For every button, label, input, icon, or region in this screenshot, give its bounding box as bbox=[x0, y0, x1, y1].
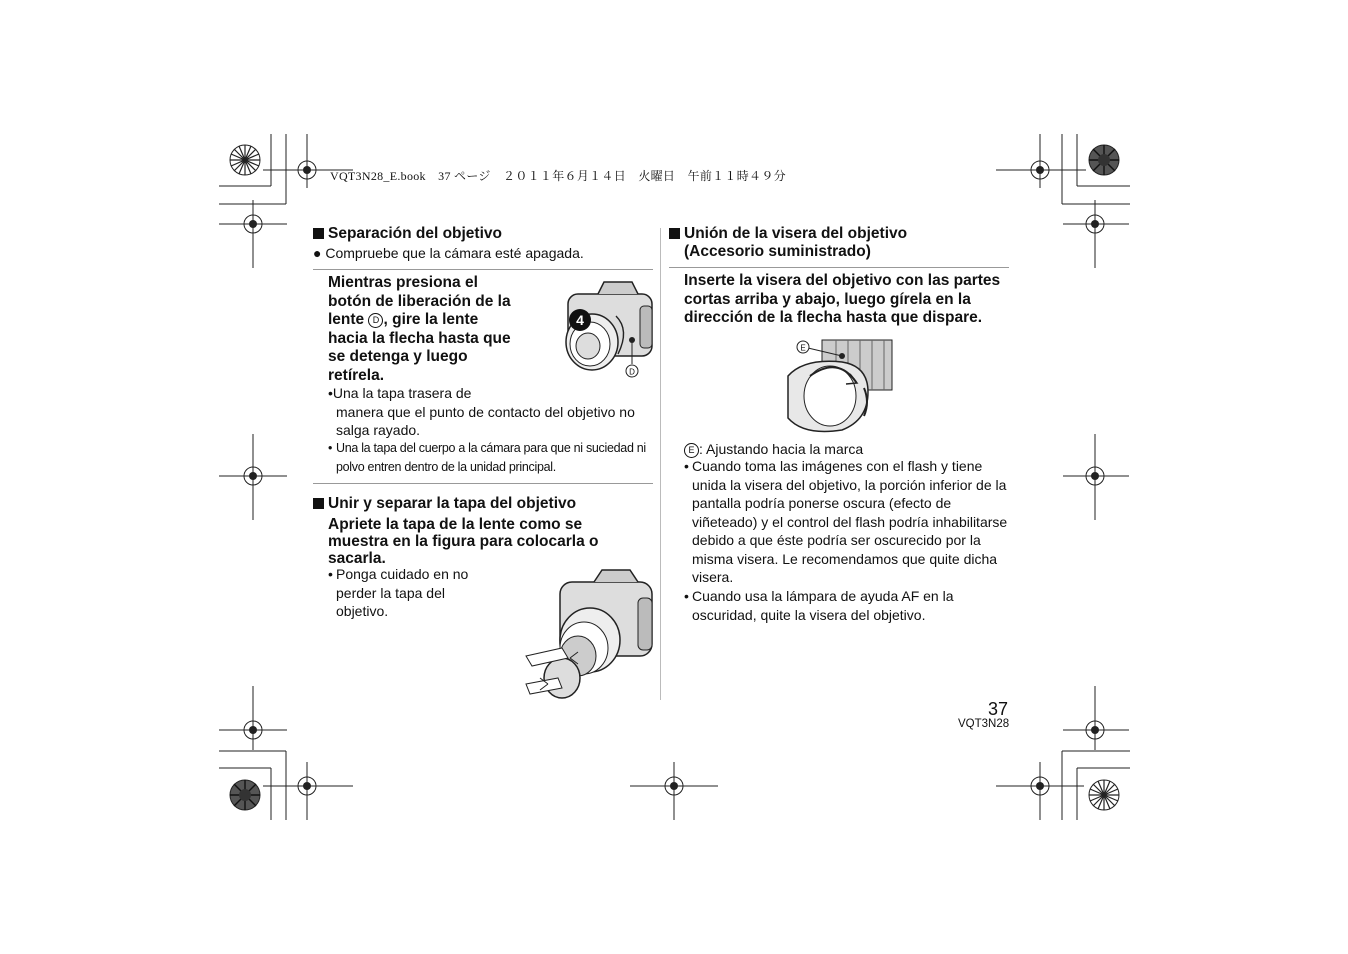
crosshair-icon bbox=[1071, 454, 1121, 504]
rear-cap-note: •Una la tapa trasera de manera que el punto de contacto del objetivo no salga rayado. bbox=[328, 385, 635, 438]
lens-cap-note: • Ponga cuidado en no perder la tapa del objetivo. bbox=[328, 566, 469, 619]
step-number: 4 bbox=[576, 312, 584, 328]
crosshair-icon bbox=[229, 454, 279, 504]
lens-detach-instruction: Mientras presiona el botón de liberación de la lente D , gire la lente hacia la flecha hasta que se detenga y luego retírela. bbox=[328, 274, 511, 384]
marker-e-legend: E : Ajustando hacia la marca bbox=[684, 440, 863, 459]
lens-hood-instruction: Inserte la visera del objetivo con las partes cortas arriba y abajo, luego gírela en la dirección de la flecha hasta que dispare. bbox=[684, 272, 1001, 326]
bullet-dot: • bbox=[328, 441, 333, 455]
figure-label-d: D bbox=[629, 367, 635, 377]
divider bbox=[313, 269, 653, 270]
square-bullet-icon bbox=[313, 228, 324, 239]
column-divider bbox=[660, 228, 661, 700]
crosshair-icon bbox=[650, 762, 700, 812]
crosshair-icon bbox=[283, 762, 333, 812]
lens-hood-illustration bbox=[784, 336, 896, 436]
divider bbox=[313, 483, 653, 484]
model-code: VQT3N28 bbox=[958, 718, 1010, 730]
lens-cap-attach-illustration bbox=[522, 568, 657, 700]
figure-label-e: E bbox=[800, 343, 806, 353]
section-title-lens-detach: Separación del objetivo bbox=[313, 225, 502, 243]
bullet-dot: • bbox=[684, 588, 689, 604]
marker-e: E bbox=[684, 443, 699, 458]
body-cap-note: • Una la tapa del cuerpo a la cámara para que ni suciedad ni polvo entren dentro de la unidad principal. bbox=[328, 441, 646, 474]
section-title-lens-cap: Unir y separar la tapa del objetivo bbox=[313, 495, 576, 513]
bullet-dot: • bbox=[328, 566, 333, 582]
bullet-dot: • bbox=[684, 458, 689, 474]
print-header: VQT3N28_E.book 37 ページ ２０１１年６月１４日 火曜日 午前１１時４９分 bbox=[330, 169, 786, 183]
filled-circle-bullet-icon: ● bbox=[313, 245, 322, 261]
crosshair-icon bbox=[283, 146, 333, 196]
camera-lens-removal-illustration bbox=[560, 280, 660, 380]
registration-target-icon bbox=[1088, 779, 1120, 811]
divider bbox=[669, 267, 1009, 268]
crosshair-icon bbox=[1071, 200, 1121, 250]
registration-target-icon bbox=[1088, 144, 1120, 176]
section-title-lens-hood: Unión de la visera del objetivo (Accesorio suministrado) bbox=[669, 225, 907, 261]
crosshair-icon bbox=[229, 200, 279, 250]
bullet-dot: • bbox=[328, 385, 333, 401]
square-bullet-icon bbox=[313, 498, 324, 509]
crosshair-icon bbox=[1016, 762, 1066, 812]
check-power-bullet: ● Compruebe que la cámara esté apagada. bbox=[313, 245, 584, 261]
page-number: 37 bbox=[988, 699, 1009, 719]
af-lamp-note: • Cuando usa la lámpara de ayuda AF en la oscuridad, quite la visera del objetivo. bbox=[684, 588, 954, 623]
crosshair-icon bbox=[1016, 146, 1066, 196]
lens-cap-instruction: Apriete la tapa de la lente como se muestra en la figura para colocarla o sacarla. bbox=[328, 516, 599, 567]
square-bullet-icon bbox=[669, 228, 680, 239]
flash-vignette-note: • Cuando toma las imágenes con el flash y tiene unida la visera del objetivo, la porción inferior de la pantalla podría ponerse oscura (efecto de viñeteado) y el control del flash podría inhabilitarse debido a que éste podría ser oscurecido por la misma visera. Le recomendamos que quite dicha visera. bbox=[684, 458, 1008, 585]
registration-target-icon bbox=[229, 144, 261, 176]
marker-d: D bbox=[368, 313, 383, 328]
crosshair-icon bbox=[229, 706, 279, 756]
registration-target-icon bbox=[229, 779, 261, 811]
crosshair-icon bbox=[1071, 706, 1121, 756]
